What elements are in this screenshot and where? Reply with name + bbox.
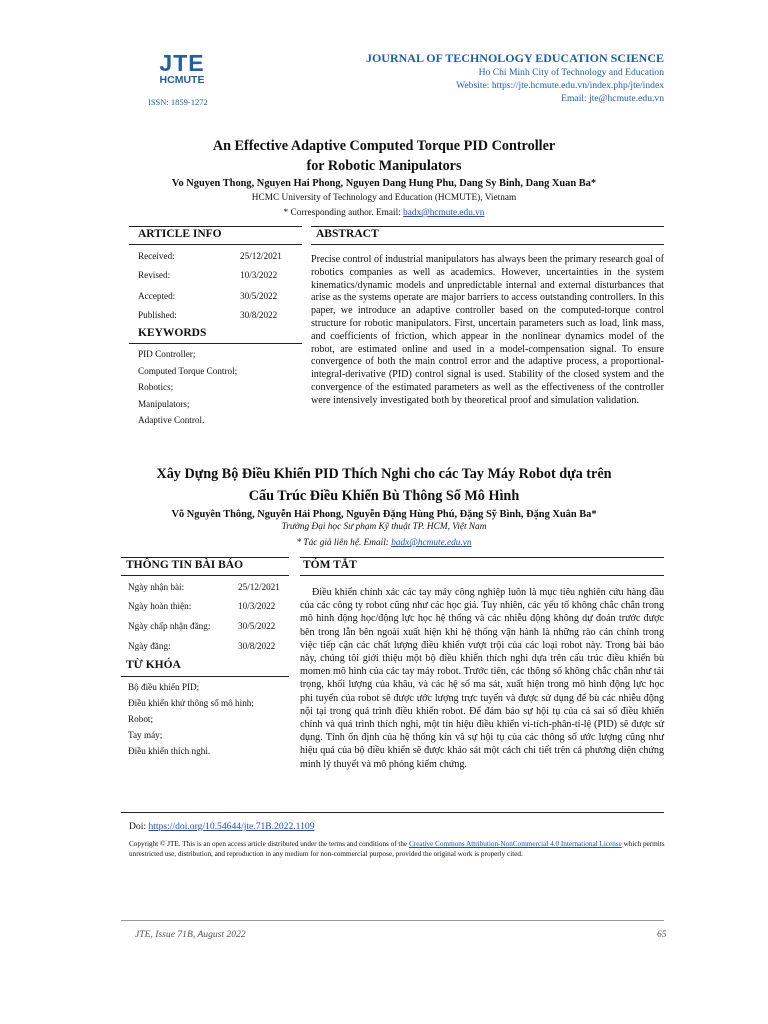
keyword-item: Bộ điều khiển PID;: [128, 682, 200, 692]
keyword-item: Điều khiển thích nghi.: [128, 746, 211, 756]
university-name: Ho Chi Minh City of Technology and Education: [478, 67, 664, 78]
doi-line: [129, 821, 315, 832]
abstract-heading-en: ABSTRACT: [316, 228, 379, 240]
journal-website[interactable]: Website: https://jte.hcmute.edu.vn/index.php/jte/index: [456, 80, 664, 91]
paper-title-vi: [120, 463, 648, 507]
corresponding-email-en[interactable]: badx@hcmute.edu.vn: [403, 208, 485, 218]
accepted-label-vi: Ngày chấp nhận đăng:: [128, 621, 211, 631]
doi-link[interactable]: https://doi.org/10.54644/jte.71B.2022.1109: [148, 821, 315, 832]
copyright-text: Copyright © JTE. This is an open access article distributed under the terms and conditions of the: [129, 840, 409, 848]
keywords-heading-en: KEYWORDS: [138, 327, 207, 339]
footer-issue: JTE, Issue 71B, August 2022: [135, 929, 246, 940]
copyright-notice: [129, 840, 669, 859]
received-date-en: 25/12/2021: [240, 251, 282, 261]
keyword-item: Robotics;: [138, 382, 174, 392]
keyword-item: Điều khiển khử thông số mô hình;: [128, 698, 254, 708]
revised-date-vi: 10/3/2022: [238, 601, 276, 611]
received-label-vi: Ngày nhận bài:: [128, 582, 185, 592]
corresponding-email-vi[interactable]: badx@hcmute.edu.vn: [391, 538, 472, 548]
title-vi-line2: Cấu Trúc Điều Khiển Bù Thông Số Mô Hình: [248, 488, 520, 504]
doi-label: Doi:: [129, 821, 149, 832]
keyword-item: Robot;: [128, 714, 154, 724]
revised-label-en: Revised:: [138, 270, 171, 280]
logo-subtext: HCMUTE: [159, 74, 205, 86]
title-vi-line1: Xây Dựng Bộ Điều Khiển PID Thích Nghi cho các Tay Máy Robot dựa trên: [156, 466, 612, 482]
article-info-heading-en: ARTICLE INFO: [138, 228, 222, 240]
license-link[interactable]: Creative Commons Attribution-NonCommercial 4.0 International License: [409, 840, 622, 848]
received-date-vi: 25/12/2021: [238, 582, 280, 592]
issn: ISSN: 1859-1272: [148, 97, 208, 107]
revised-label-vi: Ngày hoàn thiện:: [128, 601, 192, 611]
paper-title-en: [120, 136, 648, 176]
logo-text: JTE: [159, 50, 205, 76]
accepted-label-en: Accepted:: [138, 291, 176, 301]
published-label-en: Published:: [138, 310, 177, 320]
copyright-tail: which permits unrestricted use, distribution, and reproduction in any medium for non-commercial purpose, provided the original work is properly cited.: [129, 840, 665, 858]
corresponding-label-en: * Corresponding author. Email:: [283, 208, 404, 218]
journal-header: [366, 51, 664, 105]
authors-vi: Võ Nguyên Thông, Nguyễn Hải Phong, Nguyễn Đặng Hùng Phú, Đặng Sỹ Bình, Đặng Xuân Ba*: [171, 509, 597, 520]
published-date-vi: 30/8/2022: [238, 641, 276, 651]
accepted-date-vi: 30/5/2022: [238, 621, 276, 631]
keyword-item: PID Controller;: [138, 349, 196, 359]
corresponding-label-vi: * Tác giả liên hệ. Email:: [296, 538, 392, 548]
keyword-item: Adaptive Control.: [138, 415, 205, 425]
received-label-en: Received:: [138, 251, 175, 261]
title-en-line2: for Robotic Manipulators: [306, 158, 462, 174]
keyword-item: Tay máy;: [128, 730, 163, 740]
keyword-item: Computed Torque Control;: [138, 366, 238, 376]
article-info-heading-vi: THÔNG TIN BÀI BÁO: [126, 559, 244, 571]
abstract-heading-vi: TÓM TẮT: [303, 559, 357, 571]
keyword-item: Manipulators;: [138, 399, 190, 409]
published-date-en: 30/8/2022: [240, 310, 278, 320]
corresponding-vi: [110, 538, 658, 548]
journal-name: JOURNAL OF TECHNOLOGY EDUCATION SCIENCE: [365, 51, 664, 65]
affiliation-vi: Trường Đại học Sư phạm Kỹ thuật TP. HCM, Việt Nam: [281, 522, 487, 532]
title-en-line1: An Effective Adaptive Computed Torque PID Controller: [212, 138, 556, 154]
journal-logo: [147, 52, 217, 86]
affiliation-en: HCMC University of Technology and Education (HCMUTE), Vietnam: [251, 193, 517, 203]
published-label-vi: Ngày đăng:: [128, 641, 171, 651]
revised-date-en: 10/3/2022: [240, 270, 278, 280]
page-number: 65: [657, 929, 667, 940]
abstract-vi: Điều khiển chính xác các tay máy công nghiệp luôn là mục tiêu nghiên cứu hàng đầu của các công ty robot cũng như các học giả. Tuy nhiên, các yếu tố không chắc chắn trong mô hình động học/động lực học hệ thống và các nhiễu động không dự đoán trước được bên trong lẫn bên ngoài xuất hiện khi hệ thống vận hành là những rào cản chính trong việc tiếp cận các chất lượng điều khiển vượt trội của các loại robot này. Trong bài báo này, chúng tôi giới thiệu một bộ điều khiển thích nghi dựa trên cấu trúc điều khiển bù momen mô hình của các tay máy robot. Trước tiên, các thông số không chắc chắn như tải trọng, khối lượng của khâu, và các hệ số ma sát, xuất hiện trong mô hình động lực học phi tuyến của robot sẽ được ước lượng trực tuyến và được sử dụng để bù các nhiễu động nội tại trong quá trình điều khiển robot. Để đảm bảo sự hội tụ của cả sai số điều khiển chính và quá trình thích nghi, một tín hiệu điều khiển vi-tích-phân-tỉ-lệ (PID) sẽ được sử dụng. Tính ổn định của hệ thống kín và sự hội tụ của các thông số ước lượng cũng như hiệu quả của bộ điều khiển sẽ được khảo sát một cách chi tiết trên cả phương diện chứng minh lý thuyết và mô phỏng kiểm chứng.: [300, 587, 664, 770]
accepted-date-en: 30/5/2022: [240, 291, 278, 301]
abstract-en: Precise control of industrial manipulators has always been the primary research goal of robotics companies as well as academics. However, uncertainties in the system kinematics/dynamic models and unpredictable internal and external disturbances that arise as the systems operate are major barriers to access outstanding controllers. In this paper, we introduce an adaptive controller based on the computed-torque control structure for robotic manipulators. First, uncertain parameters such as load, link mass, and coefficients of friction, which appear in the nonlinear dynamics model of the robot, are estimated online and used in a model-compensation signal. To ensure convergence of both the main control error and the adaptive process, a proportional-integral-derivative (PID) control signal is used. Stability of the closed system and the convergence of the estimated parameters as well as the effectiveness of the controller were intensively investigated both by theoretical proof and simulation validation.: [311, 254, 664, 406]
keywords-heading-vi: TỪ KHÓA: [126, 659, 181, 671]
corresponding-en: [110, 208, 658, 218]
journal-email[interactable]: Email: jte@hcmute.edu.vn: [561, 93, 664, 104]
authors-en: Vo Nguyen Thong, Nguyen Hai Phong, Nguyen Dang Hung Phu, Dang Sy Binh, Dang Xuan Ba*: [171, 178, 597, 189]
